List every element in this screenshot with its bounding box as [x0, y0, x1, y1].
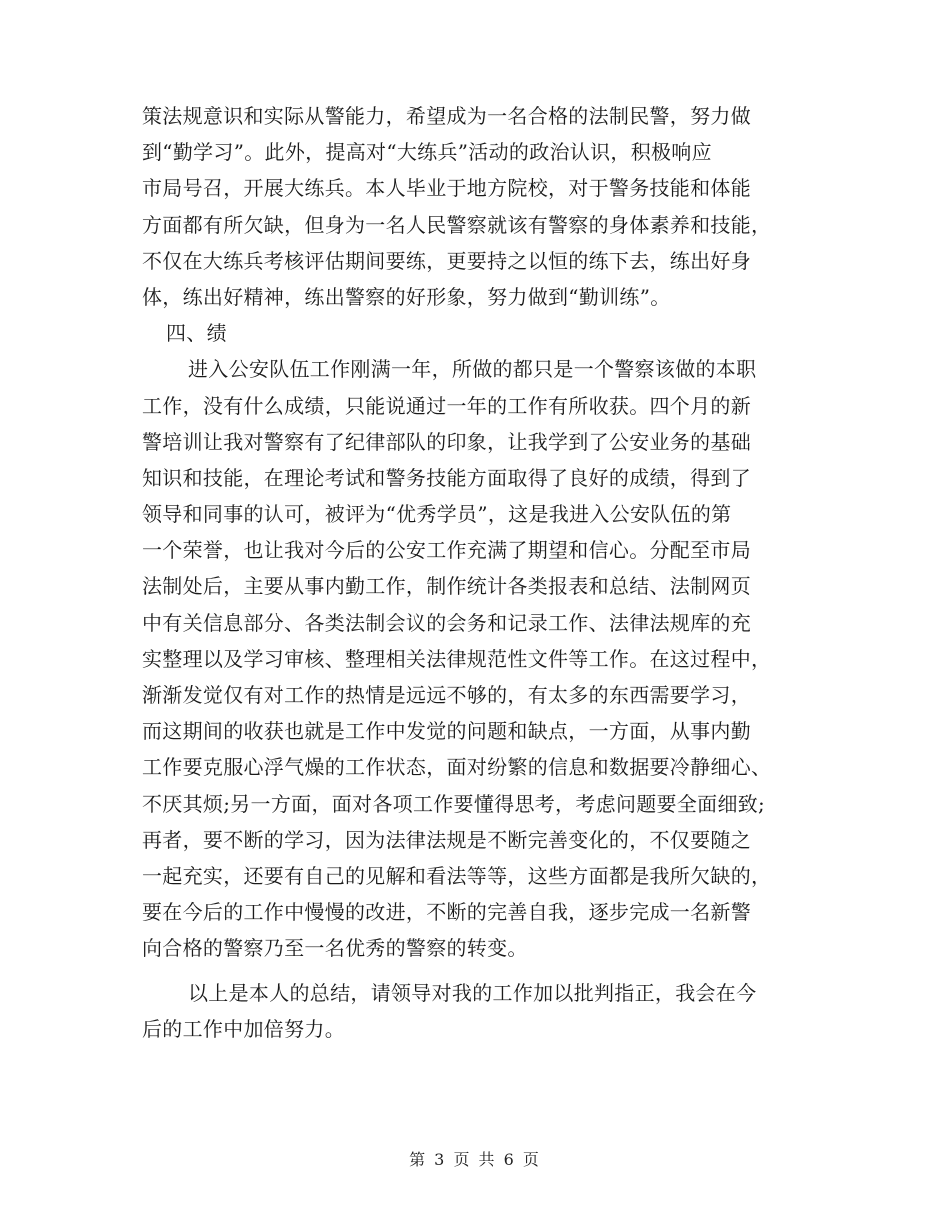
text-line: 一个荣誉，也让我对今后的公安工作充满了期望和信心。分配至市局	[142, 538, 751, 563]
text-line: 到“勤学习”。此外，提高对“大练兵”活动的政治认识，积极响应	[142, 140, 712, 165]
text-line: 后的工作中加倍努力。	[142, 1016, 345, 1041]
text-line: 领导和同事的认可，被评为“优秀学员”，这是我进入公安队伍的第	[142, 502, 732, 527]
text-line: 一起充实，还要有自己的见解和看法等等，这些方面都是我所欠缺的，	[142, 863, 772, 888]
text-line: 不仅在大练兵考核评估期间要练，更要持之以恒的练下去，练出好身	[142, 248, 751, 273]
text-line: 策法规意识和实际从警能力，希望成为一名合格的法制民警，努力做	[142, 104, 751, 128]
text-line: 工作要克服心浮气燥的工作状态，面对纷繁的信息和数据要冷静细心、	[142, 755, 772, 780]
text-line: 不厌其烦;另一方面，面对各项工作要懂得思考，考虑问题要全面细致;	[142, 791, 766, 816]
text-line: 方面都有所欠缺，但身为一名人民警察就该有警察的身体素养和技能，	[142, 212, 772, 237]
text-line: 以上是本人的总结，请领导对我的工作加以批判指正，我会在今	[188, 980, 757, 1005]
text-line: 渐渐发觉仅有对工作的热情是远远不够的，有太多的东西需要学习，	[142, 683, 751, 707]
text-line: 中有关信息部分、各类法制会议的会务和记录工作、法律法规库的充	[142, 610, 751, 635]
text-line: 警培训让我对警察有了纪律部队的印象，让我学到了公安业务的基础	[142, 429, 751, 454]
text-line: 市局号召，开展大练兵。本人毕业于地方院校，对于警务技能和体能	[142, 176, 751, 201]
text-line: 体，练出好精神，练出警察的好形象，努力做到“勤训练”。	[142, 284, 671, 309]
text-line: 而这期间的收获也就是工作中发觉的问题和缺点，一方面，从事内勤	[142, 719, 751, 744]
text-line: 知识和技能，在理论考试和警务技能方面取得了良好的成绩，得到了	[142, 465, 751, 490]
text-line: 工作，没有什么成绩，只能说通过一年的工作有所收获。四个月的新	[142, 393, 751, 418]
text-line: 法制处后，主要从事内勤工作，制作统计各类报表和总结、法制网页	[142, 574, 751, 599]
text-line: 向合格的警察乃至一名优秀的警察的转变。	[142, 936, 528, 961]
text-line: 要在今后的工作中慢慢的改进，不断的完善自我，逐步完成一名新警	[142, 900, 751, 925]
text-line: 再者，要不断的学习，因为法律法规是不断完善变化的，不仅要随之	[142, 827, 751, 852]
text-line: 进入公安队伍工作刚满一年，所做的都只是一个警察该做的本职	[188, 357, 757, 382]
document-body	[142, 98, 822, 1047]
section-heading: 四、绩	[166, 321, 227, 346]
page-number-footer: 第 3 页 共 6 页	[409, 1150, 541, 1169]
text-line: 实整理以及学习审核、整理相关法律规范性文件等工作。在这过程中，	[142, 646, 772, 671]
